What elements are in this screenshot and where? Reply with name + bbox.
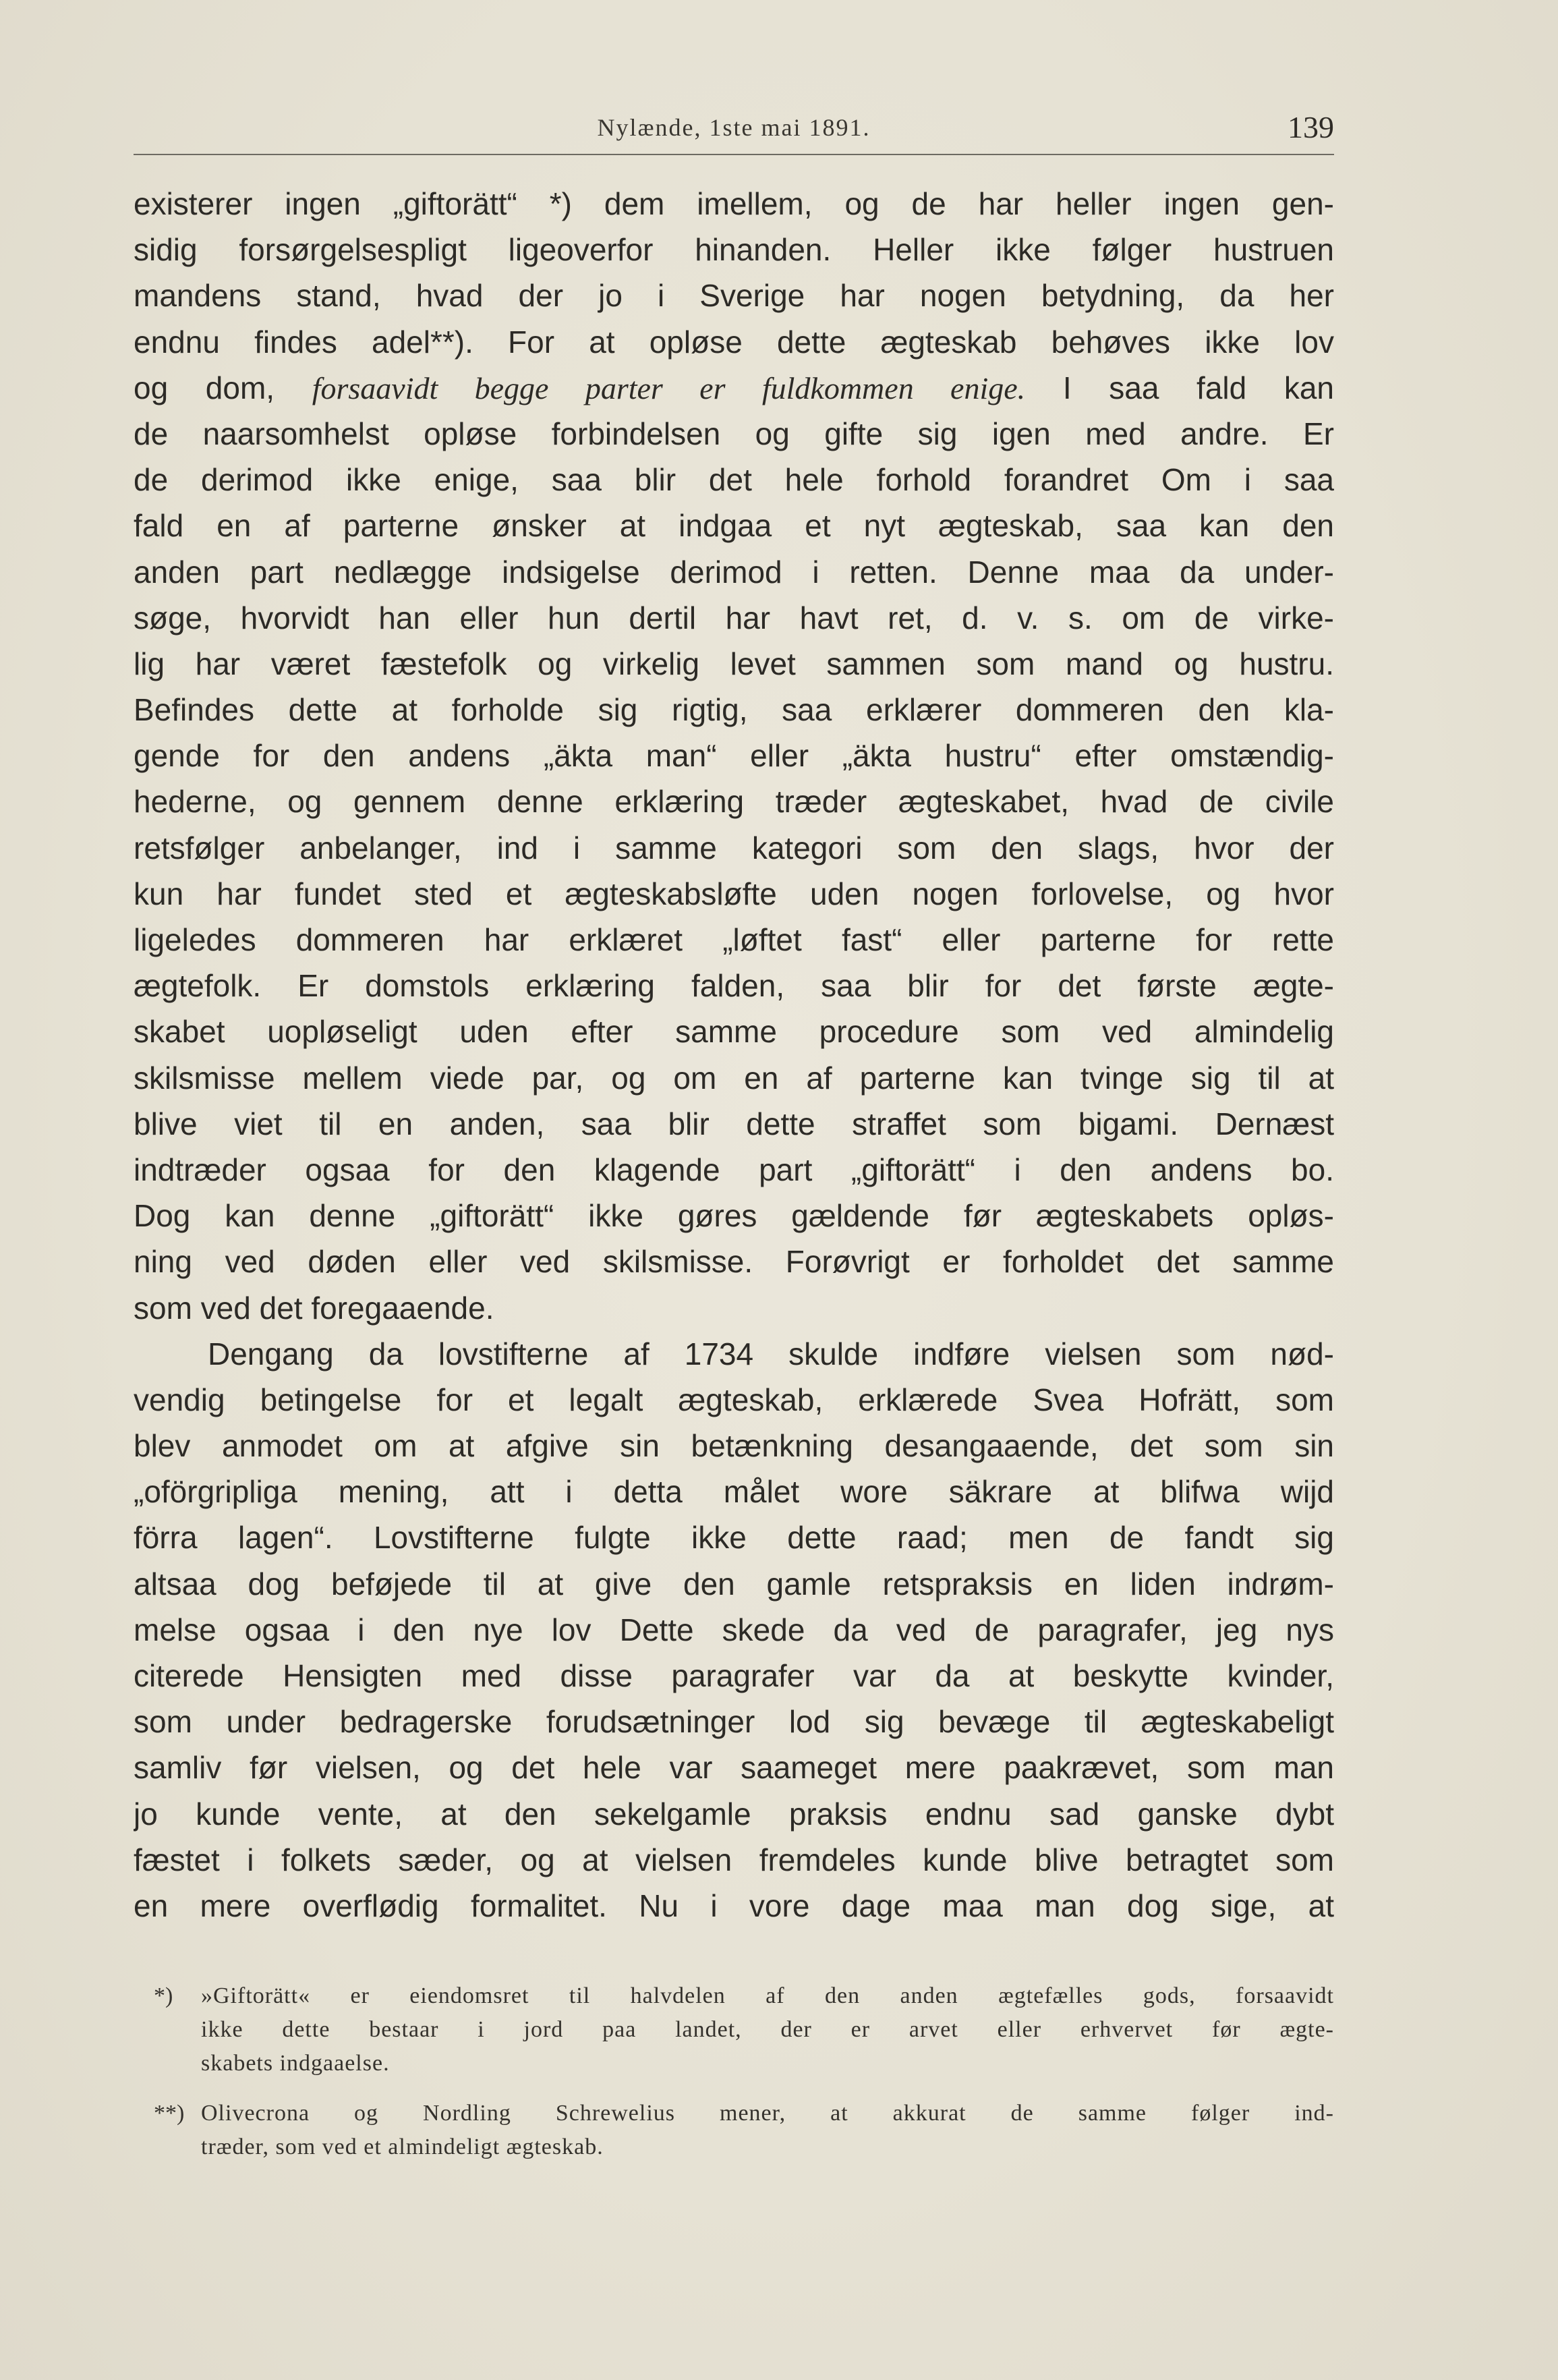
text-line: som under bedragerske forudsætninger lod sig bevæge til ægteskabeligt [134,1704,1334,1740]
footnote-marker: *) [154,1983,173,2008]
footnote-line: skabets indgaaelse. [201,2051,390,2076]
paragraph-end-line: som ved det foregaaende. [134,1290,494,1326]
page-number: 139 [1288,110,1334,144]
footnote-line: ikke dette bestaar i jord paa landet, der er arvet eller erhvervet før ægte- [201,2017,1334,2042]
text-line: fæstet i folkets sæder, og at vielsen fremdeles kunde blive betragtet som [134,1842,1334,1877]
paragraph-start-line: Dengang da lovstifterne af 1734 skulde indføre vielsen som nød- [208,1336,1334,1371]
text-line: ligeledes dommeren har erklæret „løftet fast“ eller parterne for rette [134,922,1334,957]
text-line: altsaa dog beføjede til at give den gamle retspraksis en liden indrøm- [134,1566,1334,1602]
text-line: blive viet til en anden, saa blir dette straffet som bigami. Dernæst [134,1106,1334,1141]
text-line: anden part nedlægge indsigelse derimod i retten. Denne maa da under- [134,554,1334,590]
text-line: retsfølger anbelanger, ind i samme kategori som den slags, hvor der [134,830,1334,866]
body-text [134,181,1334,1929]
text-line: Dog kan denne „giftorätt“ ikke gøres gældende før ægteskabets opløs- [134,1198,1334,1234]
text-line: vendig betingelse for et legalt ægteskab, erklærede Svea Hofrätt, som [134,1382,1334,1417]
footnote [134,1979,1334,2080]
text-line: en mere overflødig formalitet. Nu i vore dage maa man dog sige, at [134,1888,1334,1923]
running-title: Nylænde, 1ste mai 1891. [597,114,871,141]
text-line: Befindes dette at forholde sig rigtig, saa erklærer dommeren den kla- [134,692,1334,728]
footnotes [134,1979,1334,2180]
text-line-with-emphasis [134,365,1334,411]
text-line: jo kunde vente, at den sekelgamle praksis endnu sad ganske dybt [134,1796,1334,1832]
text-line: de naarsomhelst opløse forbindelsen og gifte sig igen med andre. Er [134,416,1334,451]
text-line: blev anmodet om at afgive sin betænkning desangaaende, det som sin [134,1428,1334,1464]
page-header [134,101,1334,155]
text-span: I saa fald kan [1062,370,1334,405]
footnote-marker: **) [154,2101,185,2126]
text-line: søge, hvorvidt han eller hun dertil har havt ret, d. v. s. om de virke- [134,600,1334,635]
text-line: indtræder ogsaa for den klagende part „giftorätt“ i den andens bo. [134,1152,1334,1187]
text-line: ægtefolk. Er domstols erklæring falden, saa blir for det første ægte- [134,968,1334,1004]
emphasized-text: forsaavidt begge parter er fuldkommen enige. [312,370,1026,405]
footnote [134,2097,1334,2164]
text-line: lig har været fæstefolk og virkelig levet sammen som mand og hustru. [134,646,1334,681]
footnote-line: Olivecrona og Nordling Schrewelius mener, at akkurat de samme følger ind- [201,2101,1334,2126]
text-line: samliv før vielsen, og det hele var saameget mere paakrævet, som man [134,1750,1334,1786]
text-line: skabet uopløseligt uden efter samme procedure som ved almindelig [134,1014,1334,1050]
text-line: endnu findes adel**). For at opløse dette ægteskab behøves ikke lov [134,324,1334,360]
text-line: skilsmisse mellem viede par, og om en af parterne kan tvinge sig til at [134,1060,1334,1096]
text-line: citerede Hensigten med disse paragrafer var da at beskytte kvinder, [134,1658,1334,1693]
text-line: mandens stand, hvad der jo i Sverige har nogen betydning, da her [134,278,1334,314]
header-rule [134,154,1334,155]
text-line: ning ved døden eller ved skilsmisse. Forøvrigt er forholdet det samme [134,1244,1334,1280]
footnote-line: »Giftorätt« er eiendomsret til halvdelen af den anden ægtefælles gods, forsaavidt [201,1983,1334,2008]
text-line: existerer ingen „giftorätt“ *) dem imellem, og de har heller ingen gen- [134,186,1334,221]
footnote-line: træder, som ved et almindeligt ægteskab. [201,2134,604,2159]
text-line: gende for den andens „äkta man“ eller „äkta hustru“ efter omstændig- [134,738,1334,774]
text-line: hederne, og gennem denne erklæring træder ægteskabet, hvad de civile [134,784,1334,820]
text-line: melse ogsaa i den nye lov Dette skede da ved de paragrafer, jeg nys [134,1612,1334,1647]
text-line: kun har fundet sted et ægteskabsløfte uden nogen forlovelse, og hvor [134,876,1334,911]
text-line: de derimod ikke enige, saa blir det hele forhold forandret Om i saa [134,462,1334,498]
text-span: og dom, [134,370,275,405]
text-line: sidig forsørgelsespligt ligeoverfor hinanden. Heller ikke følger hustruen [134,232,1334,268]
text-line: fald en af parterne ønsker at indgaa et nyt ægteskab, saa kan den [134,508,1334,544]
text-line: förra lagen“. Lovstifterne fulgte ikke dette raad; men de fandt sig [134,1520,1334,1556]
text-line: „oförgripliga mening, att i detta målet wore säkrare at blifwa wijd [134,1474,1334,1510]
